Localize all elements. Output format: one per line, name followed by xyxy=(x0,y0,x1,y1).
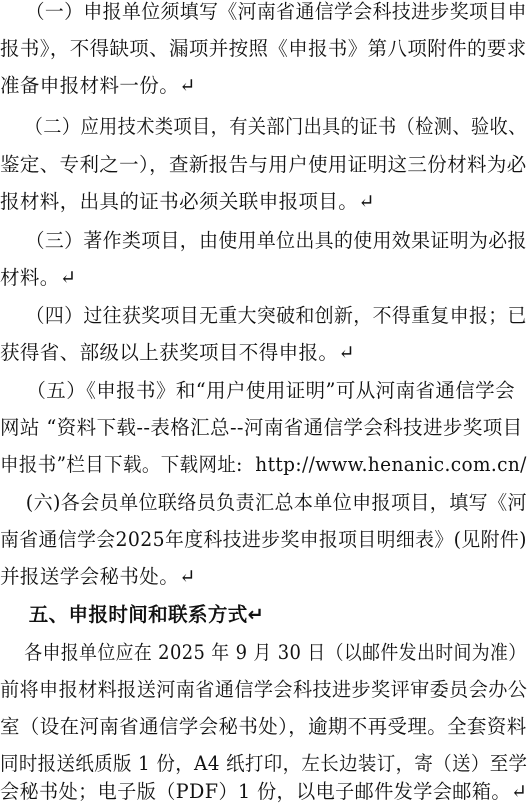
text-line: 各申报单位应在 2025 年 9 月 30 日（以邮件发出时间为准） xyxy=(0,641,527,664)
text-line: 南省通信学会2025年度科技进步奖申报项目明细表》(见附件) xyxy=(0,528,527,551)
text-line: 前将申报材料报送河南省通信学会科技进步奖评审委员会办公 xyxy=(0,678,528,701)
text-line: （五）《申报书》和“用户使用证明”可从河南省通信学会 xyxy=(0,379,515,402)
text-line: （一）申报单位须填写《河南省通信学会科技进步奖项目申 xyxy=(0,0,527,23)
text-line: 准备申报材料一份。↵ xyxy=(0,74,196,97)
text-line: （二）应用技术类项目，有关部门出具的证书（检测、验收、 xyxy=(0,115,527,138)
text-line: （四）过往获奖项目无重大突破和创新，不得重复申报；已 xyxy=(0,304,527,327)
text-line: 会秘书处；电子版（PDF）1 份，以电子邮件发学会邮箱。↵ xyxy=(0,780,528,803)
section-heading: 五、申报时间和联系方式↵ xyxy=(0,603,265,626)
text-line: 室（设在河南省通信学会秘书处），逾期不再受理。全套资料 xyxy=(0,715,527,738)
text-line: 鉴定、专利之一），查新报告与用户使用证明这三份材料为必 xyxy=(0,153,527,176)
text-line: 报材料，出具的证书必须关联申报项目。↵ xyxy=(0,190,375,213)
text-line: 材料。↵ xyxy=(0,266,77,289)
text-line: (六)各会员单位联络员负责汇总本单位申报项目，填写《河 xyxy=(0,491,527,514)
download-url-line: 申报书”栏目下载。下载网址: http://www.henanic.com.cn/ xyxy=(0,453,527,476)
text-line: 并报送学会秘书处。↵ xyxy=(0,565,196,588)
text-line: （三）著作类项目，由使用单位出具的使用效果证明为必报 xyxy=(0,229,527,252)
text-line: 同时报送纸质版 1 份，A4 纸打印，左长边装订，寄（送）至学 xyxy=(0,752,528,775)
text-line: 获得省、部级以上获奖项目不得申报。↵ xyxy=(0,341,356,364)
text-line: 报书》，不得缺项、漏项并按照《申报书》第八项附件的要求 xyxy=(0,37,527,60)
text-line: 网站 “资料下载--表格汇总--河南省通信学会科技进步奖项目 xyxy=(0,416,523,439)
